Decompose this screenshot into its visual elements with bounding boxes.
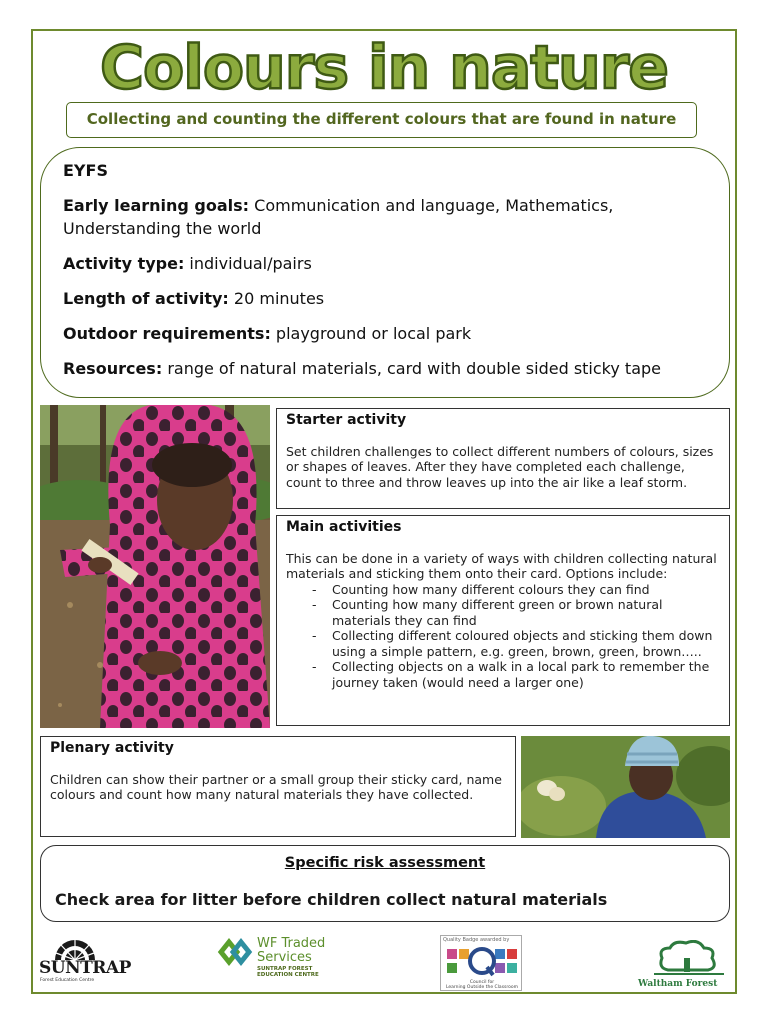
activity-info-panel [40,147,730,398]
info-row-outdoor: Outdoor requirements: playground or local park [63,324,472,343]
risk-heading: Specific risk assessment [284,855,486,871]
main-activities-box [276,515,730,726]
info-row-resources: Resources: range of natural materials, card with double sided sticky tape [63,359,661,378]
list-item: - Collecting objects on a walk in a local park to remember the journey taken (would need a larger one) [312,659,720,690]
wf-line2: Services [257,950,312,965]
child-hoodie-photo [40,405,270,728]
wf-sub2: EDUCATION CENTRE [257,972,319,978]
wf-sub1: SUNTRAP FOREST [257,966,313,972]
info-row-goals: Early learning goals: Communication and language, Mathematics, Understanding the world [63,196,614,238]
subtitle-banner: Collecting and counting the different colours that are found in nature [66,102,697,138]
main-options-list [312,582,720,691]
waltham-forest-tree-icon [654,940,724,978]
info-row-type: Activity type: individual/pairs [63,254,312,273]
suntrap-sun-icon [50,936,100,960]
waltham-forest-logo-text: Waltham Forest [638,979,718,989]
page-title: Colours in nature [100,33,668,103]
quality-badge-bottom1: Council for [469,980,495,985]
risk-assessment-box [40,845,730,922]
wf-traded-services-logo [212,934,340,988]
quality-badge-bottom2: Learning Outside the Classroom [445,985,519,990]
plenary-heading: Plenary activity [50,740,174,756]
wf-line1: WF Traded [257,936,326,951]
starter-heading: Starter activity [286,412,407,428]
starter-activity-box [276,408,730,509]
quality-badge-logo [440,935,522,991]
main-intro: This can be done in a variety of ways with children collecting natural materials and sticking them onto their card. Options include: [286,550,717,581]
suntrap-logo-subtext: Forest Education Centre [40,978,95,983]
suntrap-logo-text: SUNTRAP [39,958,131,978]
quality-badge-top-text: Quality Badge awarded by [443,937,510,943]
list-item: - Counting how many different colours they can find [312,582,720,598]
main-heading: Main activities [286,519,402,535]
quality-badge-icon [447,945,517,979]
info-row-length: Length of activity: 20 minutes [63,289,325,308]
risk-text: Check area for litter before children collect natural materials [55,890,608,909]
list-item: - Counting how many different green or brown natural materials they can find [312,597,720,628]
stage-label: EYFS [63,161,108,180]
plenary-text: Children can show their partner or a small group their sticky card, name colours and count how many natural materials they have collected. [50,771,502,802]
child-hat-photo [521,736,730,838]
list-item: - Collecting different coloured objects and sticking them down using a simple pattern, e.g. green, brown, green, brown….. [312,628,720,659]
plenary-activity-box [40,736,516,837]
starter-text: Set children challenges to collect different numbers of colours, sizes or shapes of leaves. After they have completed each challenge, count to three and throw leaves up into the air like a leaf storm. [286,443,714,490]
wf-chain-icon [217,938,253,966]
